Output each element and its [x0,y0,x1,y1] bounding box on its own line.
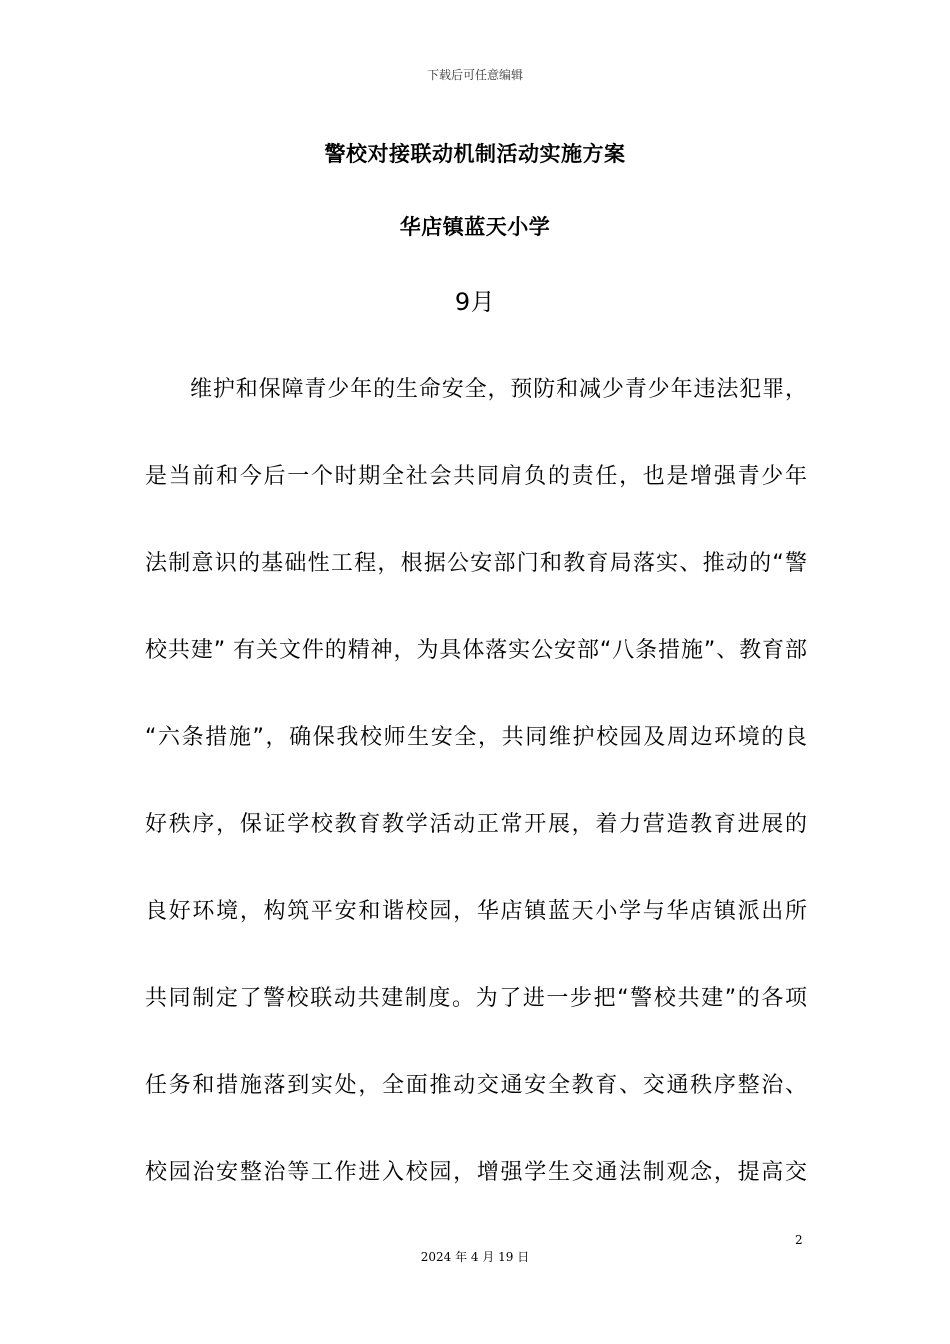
header-note: 下载后可任意编辑 [426,68,523,82]
organization-name: 华店镇蓝天小学 [399,215,551,239]
body-paragraph [145,346,807,1216]
body-line: 良好环境，构筑平安和谐校园，华店镇蓝天小学与华店镇派出所 [145,899,807,924]
body-line: “六条措施”，确保我校师生安全，共同维护校园及周边环境的良 [145,725,807,750]
body-line: 共同制定了警校联动共建制度。为了进一步把“警校共建”的各项 [145,986,807,1011]
body-line: 维护和保障青少年的生命安全，预防和减少青少年违法犯罪， [190,377,807,402]
body-line: 好秩序，保证学校教育教学活动正常开展，着力营造教育进展的 [145,812,807,837]
body-line: 法制意识的基础性工程，根据公安部门和教育局落实、推动的“警 [145,551,807,576]
body-line: 是当前和今后一个时期全社会共同肩负的责任，也是增强青少年 [145,464,807,489]
footer-date: 2024 年 4 月 19 日 [420,1250,530,1264]
body-line: 任务和措施落到实处，全面推动交通安全教育、交通秩序整治、 [145,1073,807,1098]
body-line: 校共建” 有关文件的精神，为具体落实公安部“八条措施”、教育部 [145,638,807,663]
document-title: 警校对接联动机制活动实施方案 [324,142,626,166]
body-line: 校园治安整治等工作进入校园，增强学生交通法制观念，提高交 [145,1160,807,1185]
document-date: 9月 [454,288,496,316]
page-number: 2 [795,1233,803,1247]
